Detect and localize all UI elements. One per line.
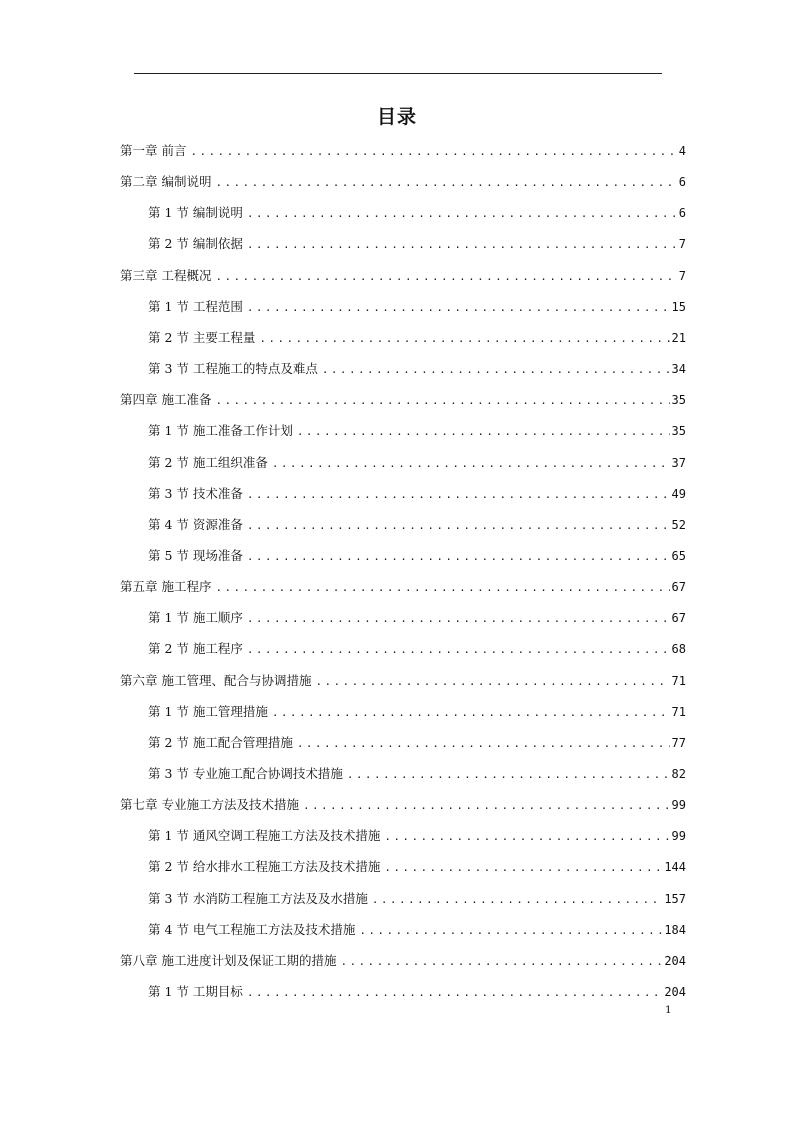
toc-entry-label: 第 2 节 施工配合管理措施	[148, 734, 293, 750]
toc-entry[interactable]	[148, 889, 686, 913]
toc-entry-label: 第 1 节 施工顺序	[148, 610, 243, 626]
dot-leader	[303, 799, 670, 812]
toc-entry-label: 第 3 节 技术准备	[148, 485, 243, 501]
toc-entry-label: 第 3 节 水消防工程施工方法及及水措施	[148, 890, 368, 906]
toc-entry-label: 第八章 施工进度计划及保证工期的措施	[120, 952, 337, 968]
dot-leader	[347, 768, 670, 781]
toc-entry[interactable]	[148, 857, 686, 881]
dot-leader	[247, 207, 677, 220]
toc-entry[interactable]	[148, 608, 686, 632]
dot-leader	[247, 643, 670, 656]
toc-entry-page: 35	[671, 393, 686, 408]
toc-entry[interactable]	[148, 297, 686, 321]
toc-entry[interactable]	[148, 733, 686, 757]
toc-entry-label: 第 4 节 电气工程施工方法及技术措施	[148, 921, 356, 937]
dot-leader	[247, 612, 670, 625]
toc-entry-page: 4	[678, 144, 686, 158]
toc-entry[interactable]	[120, 951, 686, 975]
dot-leader	[215, 581, 669, 594]
toc-entry[interactable]	[120, 795, 686, 819]
toc-entry[interactable]	[148, 764, 686, 788]
toc-entry[interactable]	[148, 826, 686, 850]
dot-leader	[247, 301, 670, 314]
toc-entry-page: 15	[671, 299, 686, 314]
toc-entry-label: 第 2 节 编制依据	[148, 236, 243, 252]
toc-entry-page: 184	[664, 922, 686, 937]
toc-entry[interactable]	[120, 266, 686, 290]
toc-entry-page: 7	[678, 268, 686, 283]
toc-entry-page: 157	[664, 891, 686, 906]
toc-entry-label: 第 3 节 专业施工配合协调技术措施	[148, 766, 343, 781]
toc-entry-page: 67	[671, 580, 686, 595]
toc-entry-label: 第 1 节 工程范围	[148, 298, 243, 314]
toc-entry[interactable]	[148, 546, 686, 570]
toc-entry-label: 第 4 节 资源准备	[148, 516, 243, 532]
toc-entry[interactable]	[148, 702, 686, 726]
toc-entry[interactable]	[148, 421, 686, 445]
toc-entry-label: 第 1 节 编制说明	[148, 205, 243, 221]
toc-entry[interactable]	[120, 577, 686, 601]
toc-entry-label: 第二章 编制说明	[120, 174, 212, 190]
toc-entry[interactable]	[120, 390, 686, 414]
header-rule	[134, 73, 662, 74]
toc-entry-page: 144	[664, 860, 686, 875]
toc-entry[interactable]	[148, 234, 686, 258]
toc-entry-label: 第 2 节 施工程序	[148, 641, 243, 657]
toc-entry-page: 82	[671, 767, 686, 781]
toc-entry[interactable]	[148, 920, 686, 944]
toc-entry[interactable]	[148, 453, 686, 477]
dot-leader	[247, 550, 670, 563]
toc-entry-page: 6	[678, 206, 686, 221]
toc-entry-page: 67	[671, 611, 686, 626]
toc-entry-page: 52	[671, 517, 686, 532]
toc-entry[interactable]	[120, 141, 686, 165]
toc-entry-page: 77	[671, 735, 686, 750]
toc-entry-label: 第 5 节 现场准备	[148, 547, 243, 563]
toc-entry[interactable]	[148, 203, 686, 227]
dot-leader	[247, 986, 662, 999]
toc-entry-page: 35	[671, 424, 686, 439]
dot-leader	[297, 737, 670, 750]
toc-entry-label: 第 2 节 给水排水工程施工方法及技术措施	[148, 859, 381, 875]
toc-entry-page: 7	[678, 237, 686, 252]
dot-leader	[384, 830, 669, 843]
dot-leader	[247, 519, 670, 532]
dot-leader	[247, 488, 670, 501]
toc-entry-page: 71	[671, 673, 686, 688]
dot-leader	[190, 145, 676, 158]
toc-entry-label: 第六章 施工管理、配合与协调措施	[120, 672, 312, 688]
dot-leader	[322, 363, 670, 376]
toc-entry[interactable]	[148, 359, 686, 383]
toc-entry-page: 99	[671, 829, 686, 844]
toc-entry-label: 第七章 专业施工方法及技术措施	[120, 797, 299, 813]
toc-entry-page: 99	[671, 798, 686, 813]
toc-entry-page: 21	[671, 330, 686, 345]
toc-entry-label: 第一章 前言	[120, 143, 187, 158]
dot-leader	[215, 176, 676, 189]
dot-leader	[315, 675, 669, 688]
dot-leader	[272, 457, 670, 470]
toc-entry-page: 68	[671, 642, 686, 657]
toc-entry[interactable]	[120, 671, 686, 695]
toc-entry-label: 第 1 节 工期目标	[148, 984, 243, 1000]
dot-leader	[359, 924, 662, 937]
toc-entry-label: 第 2 节 主要工程量	[148, 329, 256, 345]
toc-entry[interactable]	[148, 484, 686, 508]
toc-entry[interactable]	[120, 172, 686, 196]
toc-entry-page: 204	[664, 985, 686, 1000]
toc-entry-label: 第四章 施工准备	[120, 392, 212, 408]
toc-entry-page: 6	[678, 175, 686, 190]
toc-entry-label: 第 3 节 工程施工的特点及难点	[148, 361, 318, 377]
toc-entry-label: 第 2 节 施工组织准备	[148, 454, 268, 470]
page-number: 1	[665, 1004, 672, 1016]
toc-title: 目录	[376, 106, 417, 128]
toc-entry-page: 49	[671, 486, 686, 501]
toc-entry-label: 第 1 节 施工准备工作计划	[148, 423, 293, 439]
dot-leader	[215, 270, 676, 283]
toc-entry[interactable]	[148, 982, 686, 1006]
toc-entry[interactable]	[148, 515, 686, 539]
toc-entry-label: 第三章 工程概况	[120, 267, 212, 283]
toc-entry[interactable]	[148, 639, 686, 663]
toc-entry-label: 第 1 节 通风空调工程施工方法及技术措施	[148, 828, 381, 844]
dot-leader	[297, 425, 670, 438]
toc-entry-page: 34	[671, 362, 686, 377]
dot-leader	[384, 861, 662, 874]
dot-leader	[340, 955, 662, 968]
dot-leader	[372, 893, 662, 906]
dot-leader	[215, 394, 669, 407]
toc-entry-page: 37	[671, 455, 686, 470]
toc-entry-label: 第 1 节 施工管理措施	[148, 703, 268, 719]
toc-entry-page: 65	[671, 548, 686, 563]
toc-entry-page: 204	[664, 953, 686, 968]
dot-leader	[259, 332, 669, 345]
toc-entry-page: 71	[671, 704, 686, 719]
toc-entry-label: 第五章 施工程序	[120, 579, 212, 595]
dot-leader	[272, 706, 670, 719]
toc-entry[interactable]	[148, 328, 686, 352]
dot-leader	[247, 238, 677, 251]
